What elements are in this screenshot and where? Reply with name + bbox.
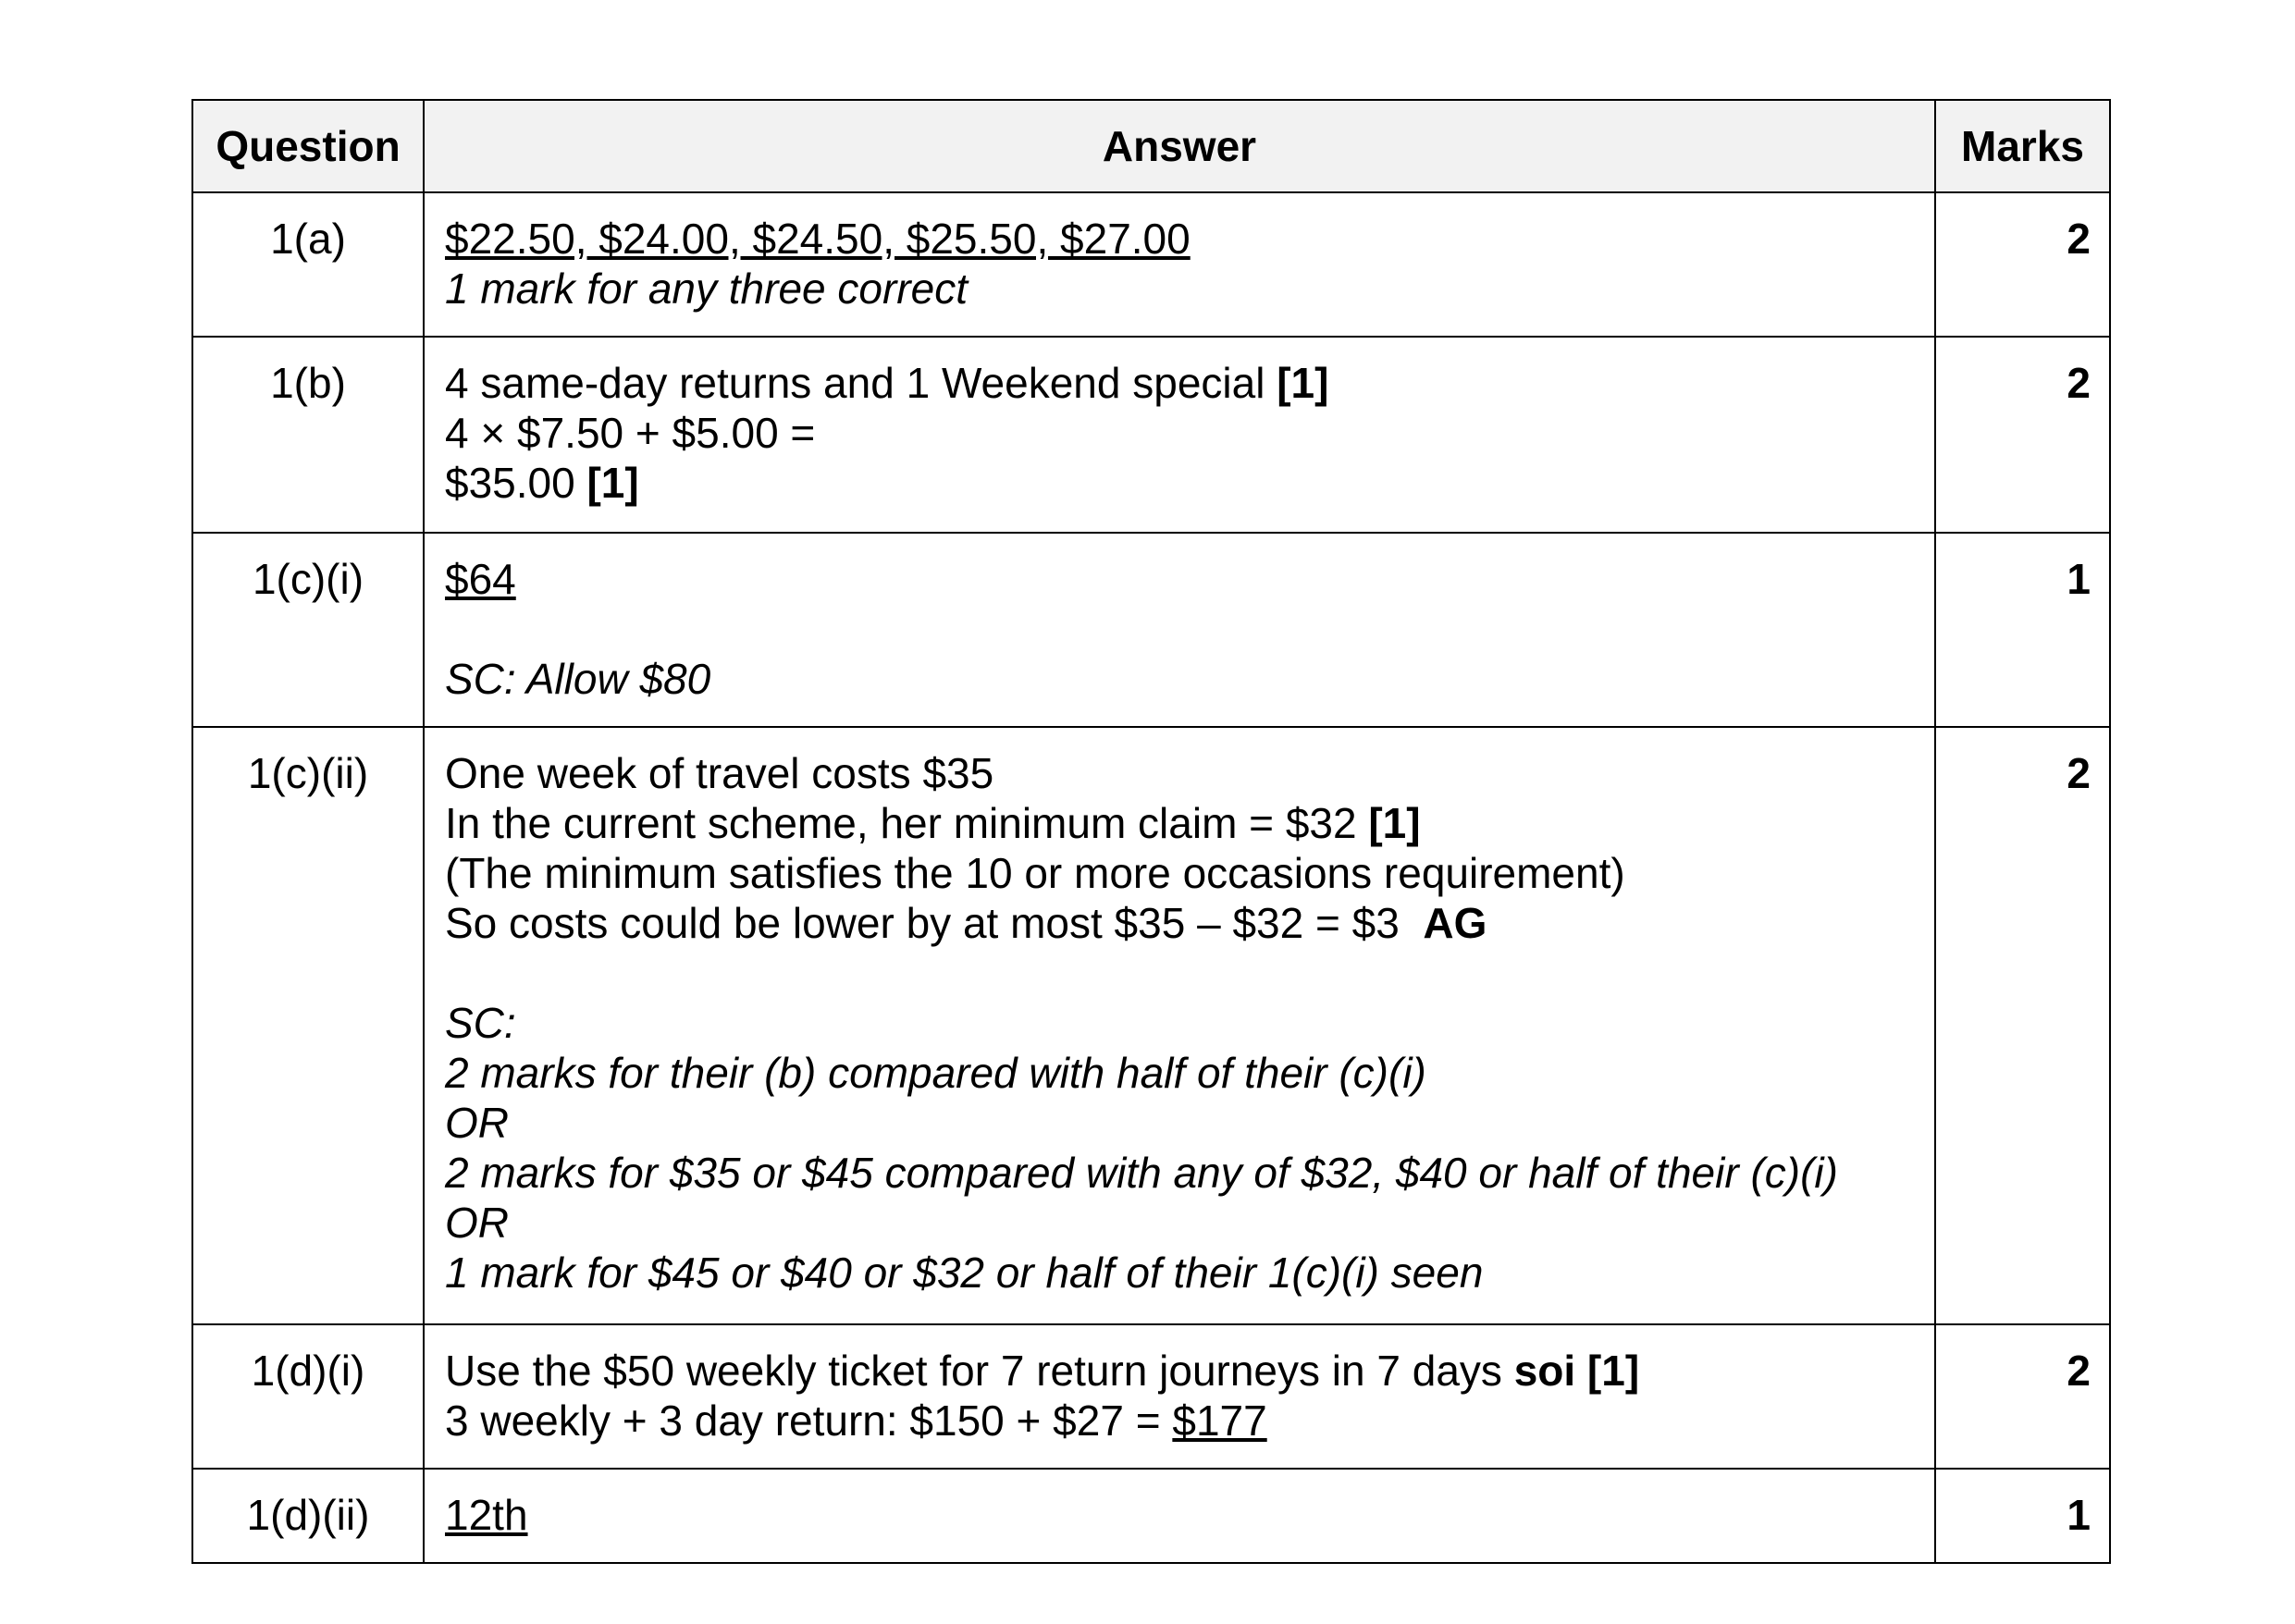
special-case-line: 2 marks for their (b) compared with half of their (c)(i) [445, 1049, 1426, 1097]
question-number: 1(d)(i) [192, 1324, 424, 1469]
answer-cell [424, 1324, 1935, 1469]
header-row [192, 100, 2110, 192]
answer-cell [424, 192, 1935, 337]
special-case-note: SC: Allow $80 [445, 655, 711, 703]
answer-guidance: 1 mark for any three correct [445, 265, 968, 313]
mark-award: [1] [586, 459, 639, 507]
special-case-line: 2 marks for $35 or $45 compared with any of $32, $40 or half of their (c)(i) [445, 1149, 1838, 1197]
table-row [192, 1324, 2110, 1469]
question-number: 1(a) [192, 192, 424, 337]
special-case-line: 1 mark for $45 or $40 or $32 or half of their 1(c)(i) seen [445, 1249, 1484, 1297]
table-row [192, 337, 2110, 533]
answer-line [445, 1346, 1914, 1396]
answer-text: In the current scheme, her minimum claim = $32 [445, 799, 1369, 847]
answer-line [445, 898, 1914, 948]
answer-line: $64 [445, 555, 516, 603]
question-number: 1(c)(ii) [192, 727, 424, 1324]
question-number: 1(d)(ii) [192, 1469, 424, 1563]
marks-value: 2 [1935, 337, 2110, 533]
marks-value: 1 [1935, 533, 2110, 727]
answer-text: Use the $50 weekly ticket for 7 return journeys in 7 days [445, 1347, 1514, 1395]
special-case-line: OR [445, 1099, 509, 1147]
table-row [192, 192, 2110, 337]
answer-text: 4 same-day returns and 1 Weekend special [445, 359, 1277, 407]
question-number: 1(b) [192, 337, 424, 533]
spacer [445, 604, 1914, 654]
answer-text: $35.00 [445, 459, 587, 507]
spacer [445, 948, 1914, 998]
header-question: Question [192, 100, 424, 192]
answer-line: One week of travel costs $35 [445, 749, 994, 797]
header-marks: Marks [1935, 100, 2110, 192]
marks-value: 1 [1935, 1469, 2110, 1563]
answer-text: 3 weekly + 3 day return: $150 + $27 = [445, 1396, 1173, 1445]
mark-award: soi [1] [1513, 1347, 1640, 1395]
header-answer: Answer [424, 100, 1935, 192]
table-row [192, 1469, 2110, 1563]
final-answer: $177 [1172, 1396, 1267, 1445]
answer-line [445, 798, 1914, 848]
table-row [192, 533, 2110, 727]
marks-value: 2 [1935, 192, 2110, 337]
table-row [192, 727, 2110, 1324]
special-case-line: OR [445, 1199, 509, 1247]
question-number: 1(c)(i) [192, 533, 424, 727]
answer-line: (The minimum satisfies the 10 or more occasions requirement) [445, 849, 1625, 897]
marks-value: 2 [1935, 727, 2110, 1324]
mark-award: [1] [1368, 799, 1421, 847]
marks-value: 2 [1935, 1324, 2110, 1469]
answer-cell [424, 337, 1935, 533]
answer-line [445, 358, 1914, 408]
answer-text: So costs could be lower by at most $35 – $32 = $3 [445, 899, 1424, 947]
answer-cell [424, 533, 1935, 727]
answer-line [445, 1396, 1914, 1446]
mark-scheme-table [191, 99, 2111, 1564]
mark-award: [1] [1277, 359, 1329, 407]
answer-line: 4 × $7.50 + $5.00 = [445, 409, 816, 457]
answer-line [445, 458, 1914, 508]
answer-cell [424, 727, 1935, 1324]
special-case-heading: SC: [445, 999, 516, 1047]
answer-line: $22.50, $24.00, $24.50, $25.50, $27.00 [445, 215, 1191, 263]
answer-cell [424, 1469, 1935, 1563]
answer-given-label: AG [1423, 899, 1487, 947]
answer-line: 12th [445, 1491, 528, 1539]
